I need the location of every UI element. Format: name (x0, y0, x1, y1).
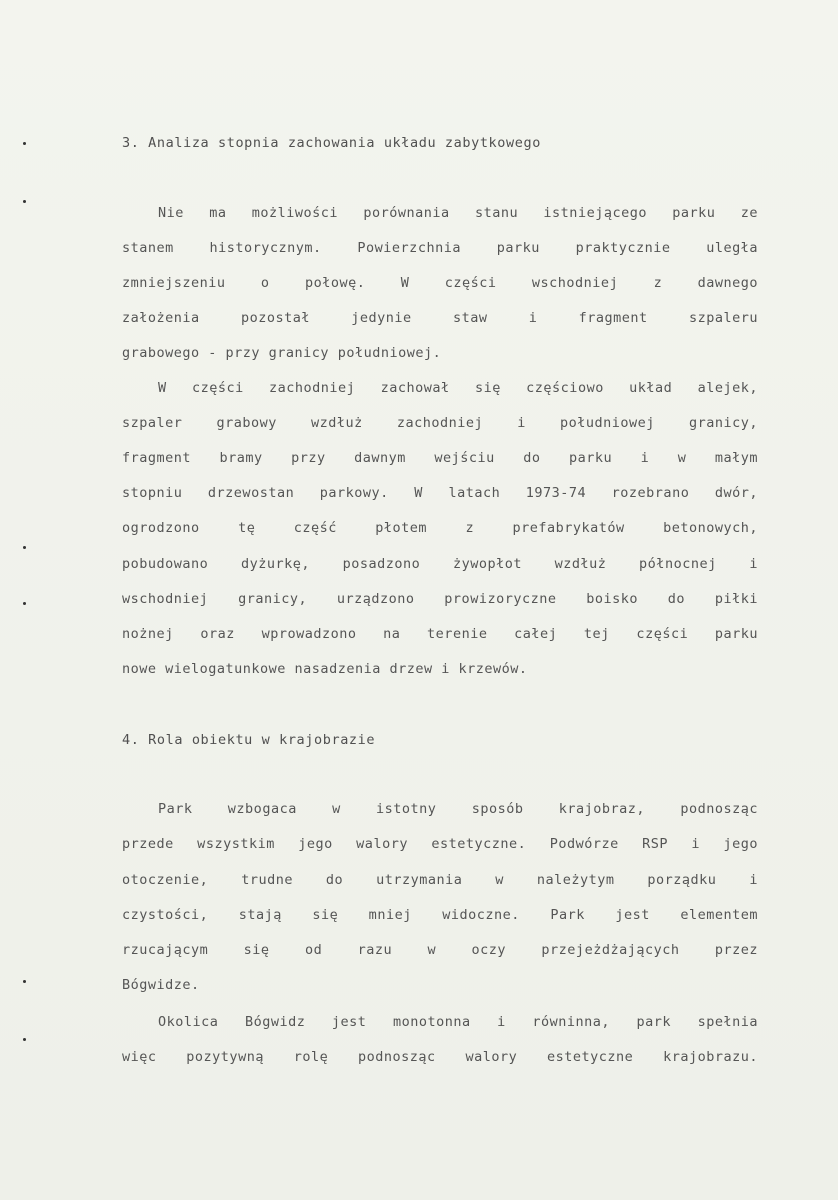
text-line: rzucającym się od razu w oczy przejeżdżających przez (122, 942, 758, 958)
text-line: W części zachodniej zachował się częściowo układ alejek, (158, 380, 758, 396)
text-line: Nie ma możliwości porównania stanu istniejącego parku ze (158, 205, 758, 221)
text-line: otoczenie, trudne do utrzymania w należytym porządku i (122, 872, 758, 888)
margin-mark (23, 200, 26, 203)
text-line: Bógwidze. (122, 977, 200, 993)
text-line: Okolica Bógwidz jest monotonna i równinna, park spełnia (158, 1014, 758, 1030)
text-line: zmniejszeniu o połowę. W części wschodniej z dawnego (122, 275, 758, 291)
text-line: nowe wielogatunkowe nasadzenia drzew i krzewów. (122, 661, 528, 677)
text-line: czystości, stają się mniej widoczne. Park jest elementem (122, 907, 758, 923)
margin-mark (23, 546, 26, 549)
text-line: ogrodzono tę część płotem z prefabrykatów betonowych, (122, 520, 758, 536)
text-line: stanem historycznym. Powierzchnia parku praktycznie uległa (122, 240, 758, 256)
text-line: Park wzbogaca w istotny sposób krajobraz, podnosząc (158, 801, 758, 817)
text-line: szpaler grabowy wzdłuż zachodniej i południowej granicy, (122, 415, 758, 431)
text-line: stopniu drzewostan parkowy. W latach 1973-74 rozebrano dwór, (122, 485, 758, 501)
text-line: założenia pozostał jedynie staw i fragment szpaleru (122, 310, 758, 326)
margin-mark (23, 142, 26, 145)
text-line: grabowego - przy granicy południowej. (122, 345, 442, 361)
text-line: pobudowano dyżurkę, posadzono żywopłot wzdłuż północnej i (122, 556, 758, 572)
text-line: fragment bramy przy dawnym wejściu do parku i w małym (122, 450, 758, 466)
section-4-heading: 4. Rola obiektu w krajobrazie (122, 732, 376, 748)
margin-mark (23, 602, 26, 605)
margin-mark (23, 1038, 26, 1041)
margin-mark (23, 980, 26, 983)
text-line: nożnej oraz wprowadzono na terenie całej tej części parku (122, 626, 758, 642)
section-3-heading: 3. Analiza stopnia zachowania układu zabytkowego (122, 135, 541, 151)
text-line: przede wszystkim jego walory estetyczne. Podwórze RSP i jego (122, 836, 758, 852)
text-line: wschodniej granicy, urządzono prowizoryczne boisko do piłki (122, 591, 758, 607)
text-line: więc pozytywną rolę podnosząc walory estetyczne krajobrazu. (122, 1049, 758, 1065)
